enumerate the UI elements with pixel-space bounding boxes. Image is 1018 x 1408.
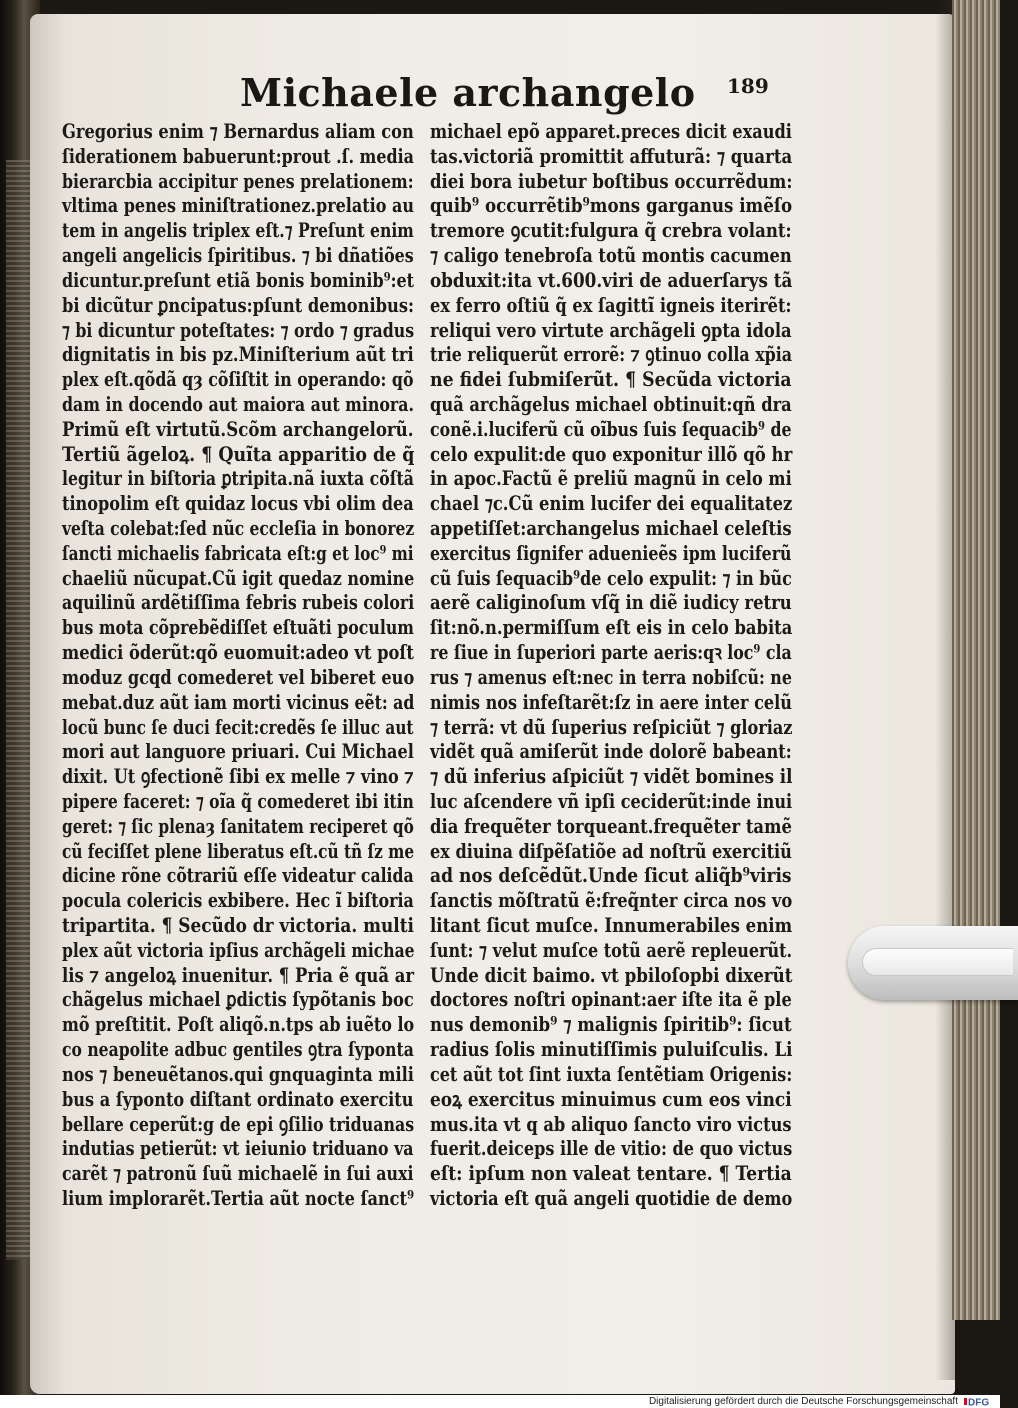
text-line: luc aſcendere vñ ipſi ceciderũt:inde inui <box>430 789 793 813</box>
text-line: vidẽt quã amiſerũt inde dolorẽ babeant: <box>430 740 792 764</box>
text-line: tripartita. ¶ Secũdo dr victoria. multi <box>62 914 414 937</box>
text-line: vltima penes miniſtrationez.prelatio au <box>62 194 414 218</box>
text-line: dicine rõne cõtrariũ eſſe videatur calida <box>62 864 414 888</box>
text-line: ſancti michaelis fabricata eſt:g et loc⁹ mi <box>62 541 414 565</box>
text-line: chaeliũ nũcupat.Cũ igit quedaz nomine <box>62 566 415 590</box>
text-line: lis ⁊ angeloꝝ inuenitur. ¶ Pria ẽ quã ar <box>62 963 415 987</box>
text-line: tremore ꝯcutit:fulgura q̃ crebra volant: <box>430 219 792 243</box>
text-line: ſunt: ⁊ velut muſce totũ aerẽ repleuerũt. <box>430 938 793 962</box>
text-line: bus a ſyponto diſtant ordinato exercitu <box>62 1087 414 1111</box>
text-line: eoꝝ exercitus minuimus cum eos vinci <box>430 1087 792 1111</box>
text-line: ⁊ terrã: vt dũ ſuperius reſpiciũt ⁊ gloriaz <box>430 715 793 739</box>
dfg-logo-icon <box>964 1396 994 1407</box>
text-line: bi dicũtur ꝑncipatus:pſunt demonibus: <box>62 293 415 317</box>
text-line: chael ⁊c.Cũ enim lucifer dei equalitatez <box>430 492 793 516</box>
text-line: doctores noſtri opinant:aer iſte ita ẽ ple <box>430 988 792 1012</box>
text-line: trie reliquerũt errorẽ: ⁊ ꝯtinuo colla xp̃ia <box>430 343 793 367</box>
text-line: chãgelus michael ꝑdictis ſypõtanis boc <box>62 988 414 1012</box>
folio-number: 189 <box>727 74 769 98</box>
text-line: ex ferro oſtiũ q̃ ex ſagittĩ igneis iterirẽt: <box>430 293 792 317</box>
text-line: radius ſolis minutiſſimis puluiſculis. Li <box>430 1038 793 1062</box>
text-line: ⁊ dũ inferius aſpiciũt ⁊ vidẽt bomines il <box>430 765 793 789</box>
text-line: mori aut languore priuari. Cui Michael <box>62 740 414 764</box>
text-line: nimis nos infeſtarẽt:ſz in aere inter celũ <box>430 690 792 714</box>
text-line: medici õderũt:qõ euomuit:adeo vt poſt <box>62 641 414 665</box>
left-text-column <box>62 120 414 1212</box>
text-line: locũ bunc ſe duci fecit:credẽs ſe illuc aut <box>62 715 414 739</box>
text-line: ſit:nõ.n.permiſſum eſt eis in celo babita <box>430 616 793 640</box>
text-line: conẽ.i.luciferũ cũ oĩbus ſuis ſequacib⁹ de <box>430 417 792 441</box>
text-line: pipere faceret: ⁊ oĩa q̃ comederet ibi itin <box>62 789 414 813</box>
page-fore-edge <box>952 0 1000 1320</box>
text-line: dignitatis in bis pz.Miniſterium aũt tri <box>62 343 414 367</box>
text-line: nus demonib⁹ ⁊ malignis ſpiritib⁹: ſicut <box>430 1013 792 1037</box>
text-line: legitur in biſtoria ꝑtripita.nã iuxta cõſtã <box>62 467 414 491</box>
text-line: bus mota cõprebẽdiſſet eſtuãti poculum <box>62 616 414 640</box>
text-line: indutias petierũt: vt ieiunio triduano va <box>62 1137 414 1161</box>
text-line: dia frequẽter torqueant.frequẽter tamẽ <box>430 814 792 838</box>
text-line: cet aũt tot ſint iuxta ſentẽtiam Origenis: <box>430 1062 793 1086</box>
text-line: quib⁹ occurrẽtib⁹mons garganus imẽſo <box>430 194 793 218</box>
text-line: cũ feciſſet plene liberatus eſt.cũ tñ ſz me <box>62 839 415 863</box>
text-line: quã archãgelus michael obtinuit:qñ dra <box>430 392 792 416</box>
page-clip-inner <box>862 948 1013 976</box>
text-line: eſt: ipſum non valeat tentare. ¶ Tertia <box>430 1162 792 1186</box>
text-line: ſiderationem babuerunt:prout .ſ. media <box>62 144 414 168</box>
text-line: ex diuina diſpẽſatiõe ad noſtrũ exercitiũ <box>430 839 792 863</box>
text-line: Tertiũ ãgeloꝝ. ¶ Quĩta apparitio de q̃ <box>62 442 415 466</box>
text-line: tem in angelis triplex eſt.⁊ Preſunt enim <box>62 219 414 243</box>
funding-credit: Digitalisierung gefördert durch die Deutsche Forschungsgemeinschaft <box>648 1396 958 1407</box>
text-line: michael epõ apparet.preces dicit exaudi <box>430 120 792 143</box>
text-line: reliqui vero virtute archãgeli ꝯpta idola <box>430 318 792 342</box>
text-line: plex aũt victoria ipſius archãgeli michae <box>62 938 415 962</box>
text-line: mõ preſtitit. Poſt aliqõ.n.tps ab iuẽto lo <box>62 1013 415 1037</box>
page-header <box>240 70 769 126</box>
text-line: angeli angelicis ſpiritibus. ⁊ bi dñatiões <box>62 244 414 268</box>
text-line: nos ⁊ beneuẽtanos.qui gnquaginta mili <box>62 1062 414 1086</box>
text-line: tinopolim eſt quidaz locus vbi olim dea <box>62 492 414 516</box>
right-text-column <box>430 120 792 1212</box>
text-line: appetiſſet:archangelus michael celeſtis <box>430 517 792 540</box>
text-line: ſanctis mõſtratũ ẽ:freq̃nter circa nos vo <box>430 889 793 913</box>
text-line: diei bora iubetur boſtibus occurrẽdum: <box>430 169 793 193</box>
text-line: Primũ eſt virtutũ.Scõm archangelorũ. <box>62 417 414 441</box>
text-line: ⁊ bi dicuntur poteſtates: ⁊ ordo ⁊ gradus <box>62 318 415 342</box>
text-line: mus.ita vt q ab aliquo ſancto viro victus <box>430 1112 792 1136</box>
text-line: re ſiue in ſuperiori parte aeris:qꝛ loc⁹ cla <box>430 641 792 665</box>
text-line: celo expulit:de quo exponitur illõ qõ hr <box>430 442 793 466</box>
text-line: dam in docendo aut maiora aut minora. <box>62 392 415 416</box>
text-line: cũ ſuis ſequacib⁹de celo expulit: ⁊ in bũc <box>430 566 792 590</box>
text-line: veſta colebat:ſed nũc eccleſia in bonorez <box>62 517 415 540</box>
text-line: dicuntur.preſunt etiã bonis bominib⁹:et <box>62 268 415 292</box>
text-line: Unde dicit baimo. vt pbiloſopbi dixerũt <box>430 963 793 987</box>
text-line: fuerit.deiceps ille de vitio: de quo victus <box>430 1137 793 1161</box>
text-line: obduxit:ita vt.600.viri de aduerſarys tã <box>430 268 793 292</box>
text-line: exercitus ſignifer aduenieẽs ipm luciferũ <box>430 541 792 565</box>
text-line: co neapolite adbuc gentiles ꝯtra ſyponta <box>62 1038 414 1062</box>
text-line: ⁊ caligo tenebroſa totũ montis cacumen <box>430 244 792 268</box>
text-line: geret: ⁊ ſic plenaȝ ſanitatem reciperet qõ <box>62 814 414 838</box>
text-line: lium implorarẽt.Tertia aũt nocte ſanct⁹ <box>62 1186 415 1210</box>
text-line: bierarcbia accipitur penes prelationem: <box>62 169 414 193</box>
text-line: Gregorius enim ⁊ Bernardus aliam con <box>62 120 414 143</box>
text-line: moduz gcqd comederet vel biberet euo <box>62 665 415 689</box>
svg-text:DFG: DFG <box>968 1397 990 1408</box>
text-line: aerẽ caliginoſum vſq̃ in diẽ iudicy retru <box>430 591 792 615</box>
text-line: rus ⁊ amenus eſt:nec in terra nobiſcũ: ne <box>430 665 792 689</box>
text-line: dixit. Ut ꝯfectionẽ ſibi ex melle ⁊ vino ⁊ <box>62 765 414 789</box>
text-line: in apoc.Factũ ẽ preliũ magnũ in celo mi <box>430 467 792 491</box>
text-line: victoria eſt quã angeli quotidie de demo <box>430 1186 793 1210</box>
text-line: pocula colericis exbibere. Hec ĩ biſtoria <box>62 889 414 913</box>
text-line: mebat.duz aũt iam morti vicinus eẽt: ad <box>62 690 415 714</box>
running-title: Michaele archangelo <box>240 70 696 115</box>
text-line: plex eſt.qõdã qȝ cõſiſtit in operando: qõ <box>62 368 414 392</box>
text-line: tas.victoriã promittit affuturã: ⁊ quarta <box>430 144 793 168</box>
text-line: carẽt ⁊ patronũ ſuũ michaelẽ in ſui auxi <box>62 1162 414 1186</box>
text-line: litant ſicut muſce. Innumerabiles enim <box>430 914 793 937</box>
digitization-footer <box>0 1395 1000 1408</box>
text-line: bellare ceperũt:g de epi ꝯſilio triduanas <box>62 1112 415 1136</box>
text-line: ne fidei ſubmiſerũt. ¶ Secũda victoria <box>430 368 792 392</box>
text-line: ad nos deſcẽdũt.Unde ſicut aliq̃b⁹viris <box>430 864 792 888</box>
text-line: aquilinũ ardẽtiſſima febris rubeis colori <box>62 591 415 615</box>
